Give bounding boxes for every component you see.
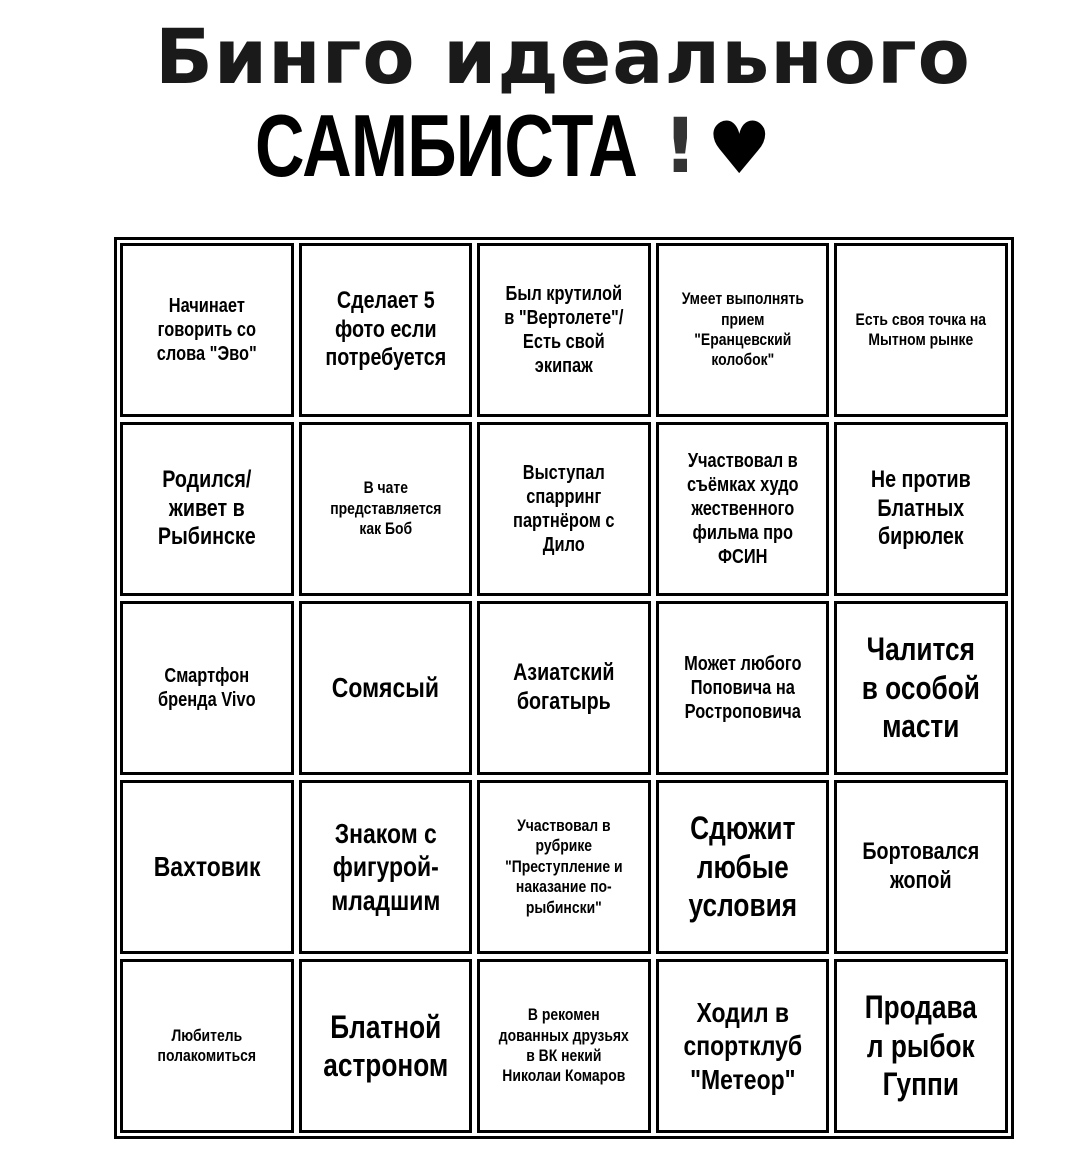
bingo-cell-3-5[interactable]	[834, 601, 1008, 775]
bingo-cell-text: Был крутилой в "Вертолете"/ Есть свой экипаж	[504, 283, 624, 377]
bingo-cell-text: Участвовал в рубрике "Преступление и наказание по-рыбински"	[505, 816, 623, 917]
heart-icon: ♥	[707, 106, 772, 190]
bingo-cell-2-2[interactable]	[299, 422, 473, 596]
bingo-cell-text: Ходил в спортклуб "Метеор"	[683, 996, 802, 1095]
bingo-cell-text: В рекомен дованных друзьях в ВК некий Николаи Комаров	[498, 1005, 629, 1086]
bingo-cell-3-4[interactable]	[656, 601, 830, 775]
bingo-cell-1-2[interactable]	[299, 243, 473, 417]
title-exclamation: !	[663, 101, 698, 190]
bingo-cell-4-3[interactable]	[477, 780, 651, 954]
bingo-cell-text: Не против Блатных бирюлек	[871, 465, 972, 551]
bingo-cell-text: Может любого Поповича на Ростроповича	[683, 653, 802, 723]
bingo-cell-5-1[interactable]	[120, 959, 294, 1133]
bingo-cell-text: Азиатский богатырь	[513, 659, 615, 715]
bingo-cell-4-4[interactable]	[656, 780, 830, 954]
title-line-1: Бинго идеального	[155, 12, 971, 101]
bingo-cell-5-3[interactable]	[477, 959, 651, 1133]
bingo-cell-2-5[interactable]	[834, 422, 1008, 596]
bingo-cell-text: Знаком с фигурой-младшим	[330, 817, 440, 916]
bingo-cell-5-2[interactable]	[299, 959, 473, 1133]
bingo-cell-3-3[interactable]	[477, 601, 651, 775]
title-strong-word: САМБИСТА	[255, 96, 638, 195]
bingo-cell-5-4[interactable]	[656, 959, 830, 1133]
bingo-cell-2-4[interactable]	[656, 422, 830, 596]
bingo-cell-text: Есть своя точка на Мытном рынке	[855, 309, 987, 349]
bingo-cell-text: Участвовал в съёмках худо жественного фильма про ФСИН	[686, 450, 799, 568]
bingo-cell-text: Сделает 5 фото если потребуется	[324, 286, 446, 372]
bingo-cell-2-1[interactable]	[120, 422, 294, 596]
bingo-cell-text: Начинает говорить со слова "Эво"	[156, 295, 257, 365]
bingo-cell-3-1[interactable]	[120, 601, 294, 775]
title-line-2	[255, 96, 772, 218]
bingo-cell-text: Бортовался жопой	[862, 838, 980, 894]
bingo-grid	[114, 237, 1014, 1139]
bingo-cell-3-2[interactable]	[299, 601, 473, 775]
bingo-cell-text: Продава л рыбок Гуппи	[865, 989, 978, 1103]
bingo-cell-4-2[interactable]	[299, 780, 473, 954]
bingo-cell-text: Выступал спарринг партнёром с Дило	[513, 462, 615, 556]
bingo-cell-1-4[interactable]	[656, 243, 830, 417]
bingo-cell-text: Блатной астроном	[322, 1008, 448, 1083]
bingo-cell-text: Смартфон бренда Vivo	[157, 665, 256, 711]
bingo-cell-1-5[interactable]	[834, 243, 1008, 417]
bingo-cell-5-5[interactable]	[834, 959, 1008, 1133]
bingo-cell-text: Любитель полакомиться	[157, 1025, 257, 1065]
bingo-cell-text: Вахтовик	[153, 851, 261, 883]
bingo-cell-1-1[interactable]	[120, 243, 294, 417]
bingo-cell-4-5[interactable]	[834, 780, 1008, 954]
bingo-cell-1-3[interactable]	[477, 243, 651, 417]
bingo-cell-text: Чалится в особой масти	[862, 631, 981, 745]
bingo-cell-2-3[interactable]	[477, 422, 651, 596]
bingo-cell-text: Родился/ живет в Рыбинске	[157, 465, 256, 551]
bingo-cell-text: Сомясый	[331, 672, 439, 704]
bingo-cell-text: В чате представляется как Боб	[329, 478, 441, 539]
bingo-cell-4-1[interactable]	[120, 780, 294, 954]
bingo-cell-text: Сдюжит любые условия	[688, 810, 797, 924]
bingo-cell-text: Умеет выполнять прием "Еранцевский колобок"	[681, 289, 804, 370]
